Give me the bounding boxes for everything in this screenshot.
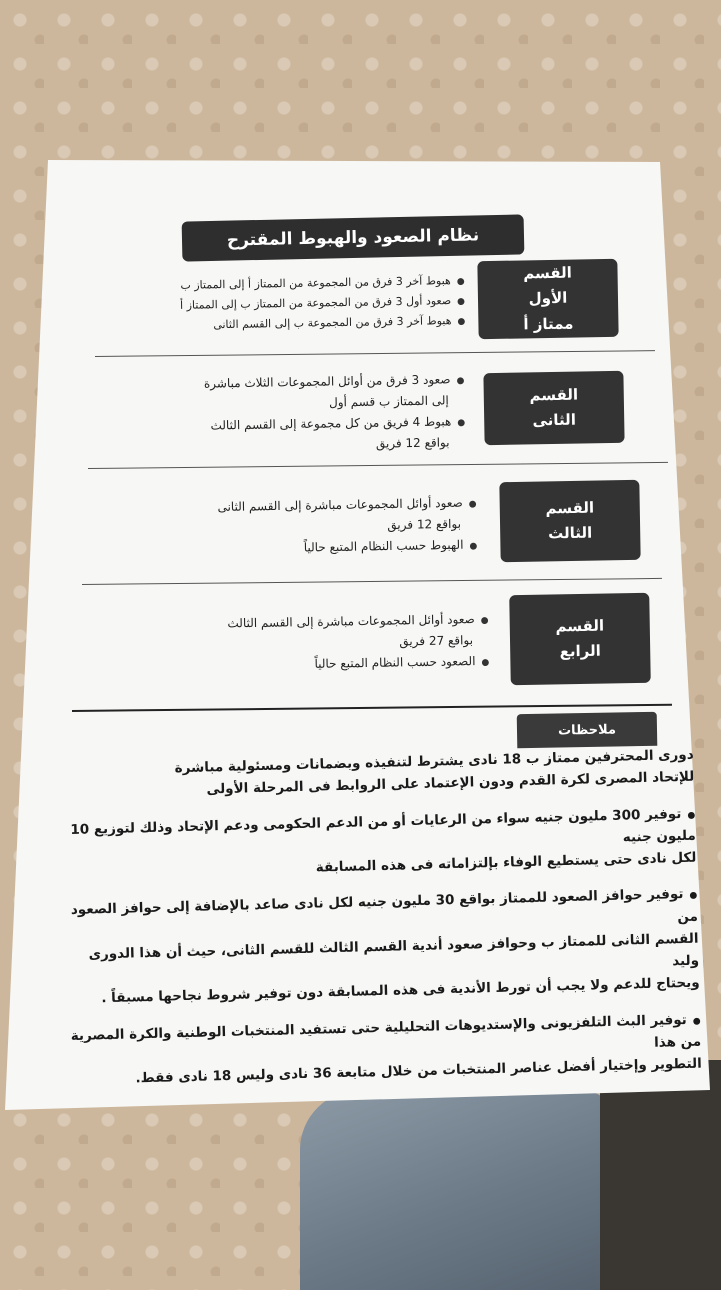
notes-bullet <box>55 802 697 886</box>
page-title: نظام الصعود والهبوط المقترح <box>182 214 525 261</box>
notes-line: ● توفير 300 مليون جنيه سواء من الرعايات أو من الدعم الحكومى ودعم الإتحاد وذلك لتوزيع 10 مليون جنيه <box>55 802 696 863</box>
notes-line: لكل نادى حتى يستطيع الوفاء بإلتزاماته فى هذه المسابقة <box>315 849 697 876</box>
bullet-item: ● صعود أوائل المجموعات مباشرة إلى القسم الثانى <box>76 493 476 521</box>
section-label-line: الثالث <box>548 523 593 543</box>
section-label-line: الثانى <box>532 410 577 430</box>
bullet-item: ● الهبوط حسب النظام المتبع حالياً <box>77 535 477 563</box>
bullet-item: ● هبوط آخر 3 فرق من المجموعة ب إلى القسم الثانى <box>105 310 465 336</box>
section-label-third <box>499 480 640 562</box>
bullet-item: ● هبوط آخر 3 فرق من المجموعة من الممتاز أ إلى الممتاز ب <box>105 271 465 297</box>
bullet-item: ● الصعود حسب النظام المتبع حالياً <box>129 651 489 678</box>
section-label-line: القسم <box>529 385 579 404</box>
notes-line: التطوير وإختيار أفضل عناصر المنتخبات من خلال متابعة 36 نادى وليس 18 نادى فقط. <box>135 1055 702 1087</box>
notes-line: ● توفير حوافز الصعود للممتاز بواقع 30 مليون جنيه لكل نادى صاعد بالإضافة إلى حوافز الصعود من <box>57 883 698 944</box>
notes-body <box>54 744 703 1106</box>
bullet-item: ● صعود أوائل المجموعات مباشرة إلى القسم الثالث <box>128 609 488 636</box>
section-label-line: القسم <box>555 616 605 635</box>
bullet-continuation: إلى الممتاز ب قسم أول <box>328 393 449 410</box>
notes-line: دورى المحترفين ممتاز ب 18 نادى يشترط لتنفيذه وبضمانات ومسئولية مباشرة <box>174 746 694 777</box>
bullet-item: ● صعود أول 3 فرق من المجموعة من الممتاز ب إلى الممتاز أ <box>105 291 465 317</box>
section-first-bullets <box>105 271 466 337</box>
bullet-item: ● صعود 3 فرق من أوائل المجموعات الثلاث مباشرة <box>134 369 464 396</box>
notes-line: ويحتاج للدعم ولا يجب أن تورط الأندية فى هذه المسابقة دون توفير شروط نجاحها مسبقاً . <box>101 974 700 1007</box>
bullet-item: ● هبوط 4 فريق من كل مجموعة إلى القسم الثالث <box>135 411 465 438</box>
notes-bullet <box>57 883 700 1011</box>
section-second-bullets <box>134 369 465 459</box>
section-label-line: ممتاز أ <box>523 314 574 334</box>
section-label-line: الأول <box>528 288 568 308</box>
section-label-first <box>477 259 618 339</box>
bullet-continuation: بواقع 27 فريق <box>399 633 474 649</box>
section-label-line: القسم <box>545 498 595 517</box>
section-label-second <box>483 371 624 445</box>
section-third-bullets <box>76 493 477 563</box>
section-fourth-bullets <box>128 609 489 678</box>
section-label-fourth <box>509 593 651 685</box>
notes-line: للإتحاد المصرى لكرة القدم ودون الإعتماد على الروابط فى المرحلة الأولى <box>206 768 695 798</box>
section-label-line: القسم <box>523 263 573 283</box>
section-label-line: الرابع <box>559 641 601 661</box>
notes-line: ● توفير البث التلفزيونى والإستديوهات التحليلية حتى تستفيد المنتخبات الوطنية والكرة المصرية من هذا <box>61 1008 702 1069</box>
notes-tab: ملاحظات <box>517 712 658 748</box>
bullet-continuation: بواقع 12 فريق <box>375 435 450 451</box>
bullet-continuation: بواقع 12 فريق <box>387 516 462 533</box>
notes-line: القسم الثانى للممتاز ب وحوافز صعود أندية القسم الثالث للقسم الثانى، حيث أن هذا الدورى وليد <box>88 930 700 970</box>
notes-bullet <box>61 1008 703 1092</box>
